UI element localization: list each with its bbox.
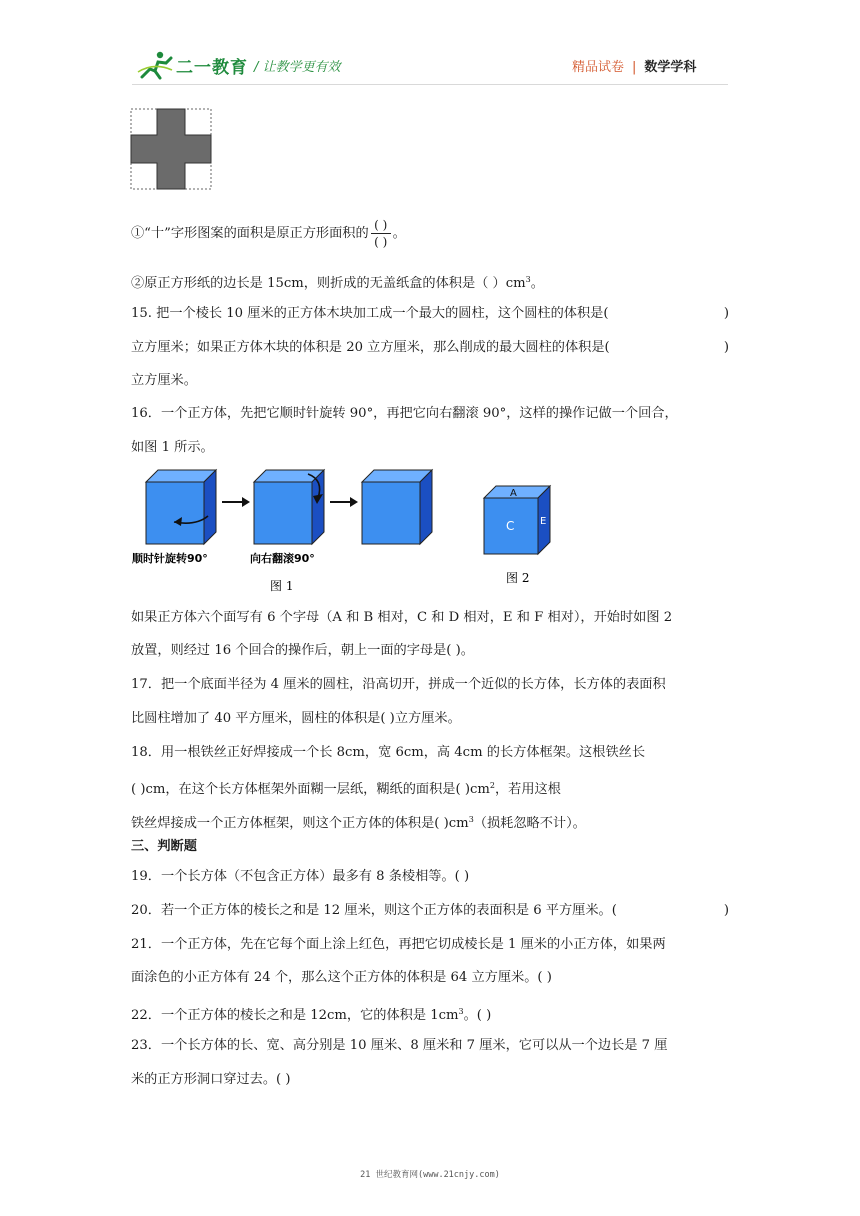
- q22: [131, 1003, 731, 1025]
- fraction-bar: [371, 233, 391, 234]
- q15-line1: [131, 305, 729, 323]
- badge-quality: 精品试卷: [572, 60, 625, 75]
- figure-1-caption: 图 1: [270, 579, 294, 593]
- face-letter-front: C: [506, 519, 515, 533]
- fraction-denominator: ( ): [374, 235, 388, 249]
- superscript: 3: [458, 1007, 464, 1016]
- section-heading-true-false: 三、判断题: [131, 839, 197, 854]
- q16-line1: 16．一个正方体，先把它顺时针旋转 90°，再把它向右翻滚 90°，这样的操作记做一个回合，: [131, 406, 678, 421]
- q18-line2-text: ( )cm，在这个长方体框架外面糊一层纸，糊纸的面积是( )cm: [131, 782, 490, 797]
- q18-line1: 18．用一根铁丝正好焊接成一个长 8cm，宽 6cm，高 4cm 的长方体框架。这根铁丝长: [131, 745, 646, 760]
- q23-line1: 23．一个长方体的长、宽、高分别是 10 厘米、8 厘米和 7 厘米，它可以从一个边长是 7 厘: [131, 1038, 668, 1053]
- q15-line1-text: 15. 把一个棱长 10 厘米的正方体木块加工成一个最大的圆柱，这个圆柱的体积是(: [131, 306, 609, 321]
- q14-part1-text: ①“十”字形图案的面积是原正方形面积的: [131, 226, 369, 241]
- figure-2-lettered-cube: [476, 484, 556, 588]
- cube-3: [362, 470, 432, 544]
- q16-line4: 放置，则经过 16 个回合的操作后，朝上一面的字母是( )。: [131, 643, 474, 658]
- badge-subject: 数学学科: [644, 60, 697, 75]
- subject-badge: [572, 56, 696, 75]
- q19: 19．一个长方体（不包含正方体）最多有 8 条棱相等。( ): [131, 869, 470, 884]
- q15-line3: 立方厘米。: [131, 373, 197, 388]
- arrow-right-icon: [222, 497, 250, 507]
- q15-line1-close: ): [723, 306, 729, 321]
- face-letter-side: E: [540, 516, 547, 527]
- superscript: 3: [468, 815, 474, 824]
- q20-close: ): [723, 903, 729, 918]
- superscript: 3: [525, 275, 531, 284]
- q20: [131, 902, 729, 920]
- q14-part1-end: 。: [392, 226, 406, 241]
- label-roll-right: 向右翻滚90°: [250, 552, 315, 565]
- q15-line2: [131, 339, 729, 357]
- q14-part1: [131, 218, 731, 249]
- q14-part2-text: ②原正方形纸的边长是 15cm，则折成的无盖纸盒的体积是（ ）cm: [131, 276, 526, 291]
- header-divider: [132, 84, 728, 85]
- badge-separator: |: [632, 60, 637, 75]
- q18-line2-end: ，若用这根: [494, 782, 561, 797]
- label-clockwise-rotate: 顺时针旋转90°: [132, 552, 208, 565]
- q14-part2-end: 。: [530, 276, 544, 291]
- q21-line2: 面涂色的小正方体有 24 个，那么这个正方体的体积是 64 立方厘米。( ): [131, 970, 552, 985]
- figure-1-cube-operations: [130, 464, 440, 594]
- q14-part2: [131, 271, 731, 293]
- q22-text: 22．一个正方体的棱长之和是 12cm，它的体积是 1cm: [131, 1008, 459, 1023]
- fraction-blank: [371, 218, 391, 249]
- q23-line2: 米的正方形洞口穿过去。( ): [131, 1072, 291, 1087]
- brand-logo: [136, 50, 248, 80]
- cross-shape-figure: [130, 108, 212, 190]
- superscript: 2: [489, 781, 495, 790]
- q16-line2: 如图 1 所示。: [131, 440, 214, 455]
- q17-line2: 比圆柱增加了 40 平方厘米，圆柱的体积是( )立方厘米。: [131, 711, 461, 726]
- q15-line2-text: 立方厘米；如果正方体木块的体积是 20 立方厘米，那么削成的最大圆柱的体积是(: [131, 340, 610, 355]
- q22-end: 。( ): [463, 1008, 492, 1023]
- cube-2: [254, 470, 324, 544]
- cube-1: [146, 470, 216, 544]
- fraction-numerator: ( ): [374, 218, 388, 232]
- q18-line2: [131, 777, 731, 799]
- q21-line1: 21．一个正方体，先在它每个面上涂上红色，再把它切成棱长是 1 厘米的小正方体，如果两: [131, 937, 666, 952]
- page-footer: 21 世纪教育网(www.21cnjy.com): [360, 1170, 500, 1180]
- q15-line2-close: ): [723, 340, 729, 355]
- q20-text: 20．若一个正方体的棱长之和是 12 厘米，则这个正方体的表面积是 6 平方厘米。(: [131, 903, 617, 918]
- arrow-right-icon: [330, 497, 358, 507]
- page-header: [0, 0, 860, 90]
- face-letter-top: A: [510, 488, 517, 499]
- logo-text: 二一教育: [176, 57, 248, 78]
- q18-line3: [131, 811, 731, 833]
- q17-line1: 17．把一个底面半径为 4 厘米的圆柱，沿高切开，拼成一个近似的长方体，长方体的表面积: [131, 677, 666, 692]
- slogan: / 让教学更有效: [254, 60, 341, 75]
- q18-line3-end: （损耗忽略不计）。: [473, 816, 586, 831]
- runner-logo-icon: [136, 50, 174, 80]
- q18-line3-text: 铁丝焊接成一个正方体框架，则这个正方体的体积是( )cm: [131, 816, 469, 831]
- q16-line3: 如果正方体六个面写有 6 个字母（A 和 B 相对，C 和 D 相对，E 和 F 相对），开始时如图 2: [131, 610, 673, 625]
- figure-2-caption: 图 2: [506, 571, 530, 585]
